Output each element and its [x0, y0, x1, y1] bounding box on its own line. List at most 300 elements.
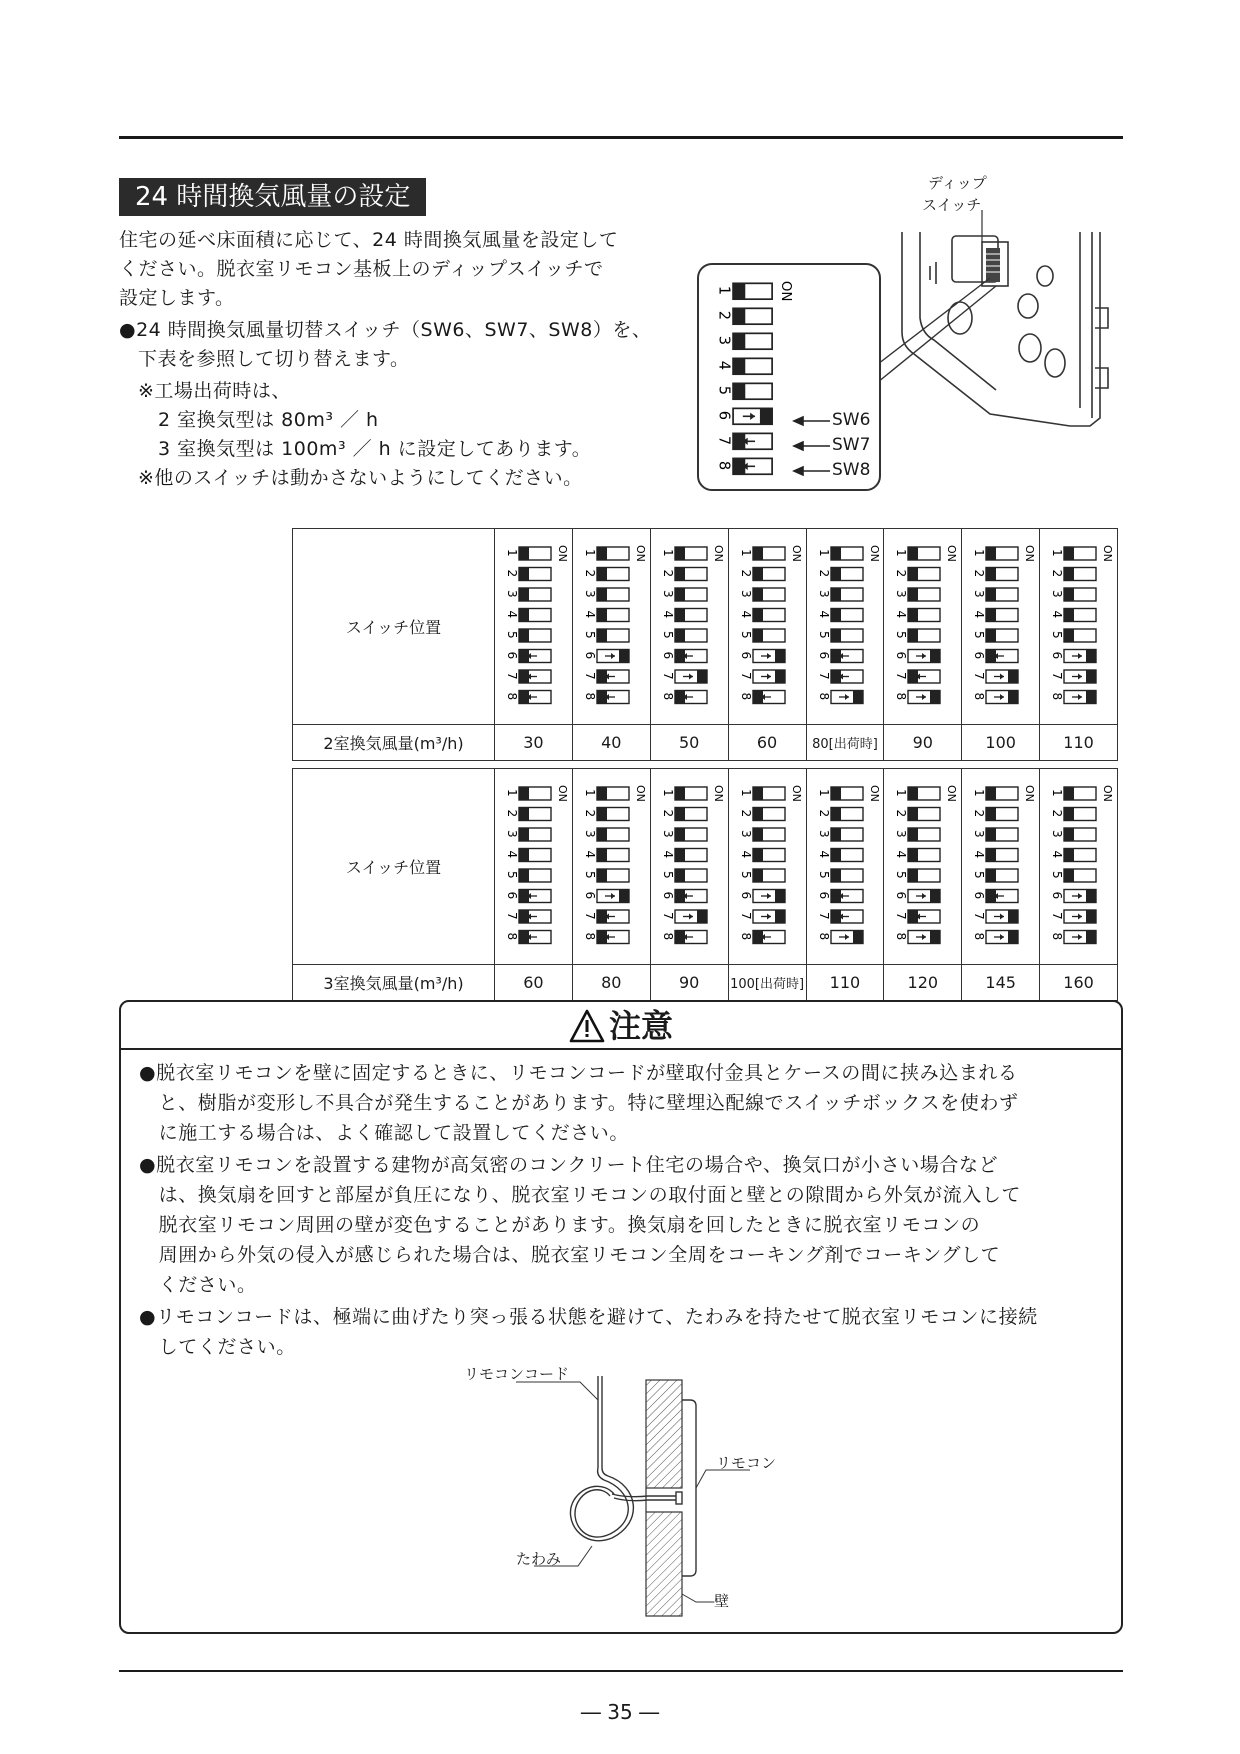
top-rule	[119, 136, 1123, 139]
switch-knob	[1064, 787, 1074, 800]
switch-number: 3	[894, 829, 909, 838]
switch-number: 4	[582, 850, 597, 858]
switch-number: 7	[894, 671, 909, 680]
switch-number: 7	[505, 911, 519, 920]
switch-number: 5	[972, 870, 987, 879]
airflow-value: 90	[884, 725, 962, 761]
switch-number: 6	[1050, 651, 1065, 659]
switch-knob	[1008, 690, 1018, 703]
dip-cell	[572, 769, 650, 965]
switch-knob	[760, 408, 772, 424]
dip-switch	[582, 541, 647, 713]
switch-number: 4	[505, 850, 519, 858]
switch-knob	[986, 807, 996, 820]
switch-number: 3	[738, 589, 753, 598]
caution-line-3: に施工する場合は、よく確認して設置してください。	[139, 1122, 630, 1144]
switch-knob	[986, 869, 996, 882]
switch-number: 6	[738, 651, 753, 659]
on-label: ON	[711, 544, 725, 562]
switch-number: 1	[505, 548, 519, 557]
switch-knob	[597, 848, 607, 861]
intro-line-5: 下表を参照して切り替えます。	[138, 348, 410, 370]
dip-cell	[1040, 769, 1118, 965]
dip-graphic	[894, 785, 958, 944]
switch-number: 5	[582, 630, 597, 639]
switch-number: 4	[582, 610, 597, 618]
switch-knob	[753, 567, 763, 580]
dip-cell	[650, 529, 728, 725]
switch-knob	[597, 807, 607, 820]
intro-line-3: 設定します。	[119, 287, 235, 309]
dip-graphic	[894, 545, 958, 704]
switch-knob	[519, 588, 529, 601]
switch-number: 1	[660, 548, 675, 557]
switch-number: 8	[972, 932, 987, 940]
caution-line-8: ください。	[139, 1274, 257, 1296]
caution-line-9: ●リモコンコードは、極端に曲げたり突っ張る状態を避けて、たわみを持たせて脱衣室リモコンに接続	[139, 1306, 1038, 1328]
switch-knob	[1086, 670, 1096, 683]
switch-knob	[597, 547, 607, 560]
switch-number: 1	[738, 548, 753, 557]
dip-graphic	[739, 785, 803, 944]
page-number: ― 35 ―	[580, 1700, 660, 1724]
dip-graphic	[1050, 785, 1114, 944]
caution-line-7: 周囲から外気の侵入が感じられた場合は、脱衣室リモコン全周をコーキング剤でコーキングして	[139, 1244, 1001, 1266]
switch-knob	[1008, 910, 1018, 923]
switch-knob	[753, 807, 763, 820]
switch-number: 7	[715, 435, 733, 446]
airflow-header: 3室換気風量(m³/h)	[293, 965, 495, 1001]
switch-number: 4	[505, 610, 519, 618]
on-label: ON	[867, 784, 881, 802]
switch-knob	[597, 567, 607, 580]
switch-number: 8	[816, 932, 831, 940]
switch-number: 7	[738, 911, 753, 920]
switch-knob	[1008, 670, 1018, 683]
switch-knob	[853, 930, 863, 943]
switch-number: 2	[505, 809, 519, 817]
switch-knob	[675, 807, 685, 820]
switch-number: 4	[738, 610, 753, 618]
switch-knob	[831, 608, 841, 621]
switch-knob	[1086, 889, 1096, 902]
switch-number: 4	[894, 850, 909, 858]
switch-knob	[675, 588, 685, 601]
switch-knob	[619, 889, 629, 902]
remote-label: リモコン	[716, 1454, 777, 1472]
switch-knob	[753, 547, 763, 560]
switch-knob	[1008, 930, 1018, 943]
switch-knob	[908, 848, 918, 861]
switch-number: 3	[1050, 589, 1065, 598]
switch-knob	[519, 787, 529, 800]
switch-number: 6	[738, 891, 753, 899]
switch-number: 2	[582, 569, 597, 577]
sw-arrows	[794, 410, 834, 480]
switch-number: 2	[715, 310, 733, 321]
switch-number: 4	[1050, 850, 1065, 858]
switch-knob	[519, 629, 529, 642]
on-label: ON	[789, 784, 803, 802]
switch-number: 2	[894, 809, 909, 817]
switch-knob	[519, 828, 529, 841]
remote-cord-installation-figure	[500, 1370, 800, 1620]
intro-line-1: 住宅の延べ床面積に応じて、24 時間換気風量を設定して	[119, 229, 619, 251]
switch-knob	[908, 828, 918, 841]
switch-knob	[1064, 629, 1074, 642]
switch-knob	[675, 869, 685, 882]
switch-number: 4	[972, 610, 987, 618]
switch-knob	[775, 910, 785, 923]
switch-number: 6	[894, 891, 909, 899]
switch-knob	[1086, 930, 1096, 943]
switch-number: 4	[894, 610, 909, 618]
switch-number: 2	[660, 809, 675, 817]
sw7-label: SW7	[832, 435, 871, 455]
dip-cell	[962, 769, 1040, 965]
switch-number: 7	[1050, 911, 1065, 920]
switch-number: 8	[738, 692, 753, 700]
switch-number: 3	[1050, 829, 1065, 838]
bottom-rule	[119, 1670, 1123, 1672]
switch-number: 2	[1050, 809, 1065, 817]
switch-knob	[775, 649, 785, 662]
switch-number: 6	[894, 651, 909, 659]
switch-number: 3	[894, 589, 909, 598]
dip-cell	[806, 769, 884, 965]
switch-number: 8	[894, 932, 909, 940]
switch-number: 5	[894, 870, 909, 879]
dip-graphic	[505, 785, 569, 944]
switch-number: 5	[816, 870, 831, 879]
switch-knob	[697, 910, 707, 923]
dip-cell	[884, 769, 962, 965]
switch-number: 6	[505, 651, 519, 659]
cord-label: リモコンコード	[464, 1365, 570, 1383]
warning-triangle-icon	[569, 1009, 605, 1043]
airflow-row	[293, 725, 1118, 761]
switch-number: 1	[894, 548, 909, 557]
dip-switch	[1050, 781, 1115, 953]
switch-number: 3	[816, 589, 831, 598]
switch-number: 6	[816, 891, 831, 899]
switch-number: 1	[738, 788, 753, 797]
switch-knob	[675, 629, 685, 642]
switch-knob	[831, 807, 841, 820]
caution-line-6: 脱衣室リモコン周囲の壁が変色することがあります。換気扇を回したときに脱衣室リモコンの	[139, 1214, 981, 1236]
switch-knob	[1086, 910, 1096, 923]
switch-knob	[675, 567, 685, 580]
switch-number: 7	[816, 671, 831, 680]
dip-switch	[660, 781, 725, 953]
slack-label: たわみ	[516, 1550, 562, 1568]
on-label: ON	[1101, 784, 1115, 802]
switch-knob	[986, 588, 996, 601]
switch-number: 5	[1050, 870, 1065, 879]
switch-number: 3	[505, 829, 519, 838]
switch-number: 5	[1050, 630, 1065, 639]
switch-knob	[986, 787, 996, 800]
switch-number: 5	[660, 870, 675, 879]
switch-number: 1	[972, 548, 987, 557]
dip-switch	[894, 541, 959, 713]
switch-knob	[831, 787, 841, 800]
switch-knob	[930, 889, 940, 902]
switch-knob	[697, 670, 707, 683]
remote-board-drawing	[902, 232, 1108, 426]
airflow-value: 80[出荷時]	[806, 725, 884, 761]
dip-cell	[728, 769, 806, 965]
dip-graphic	[817, 545, 881, 704]
airflow-header: 2室換気風量(m³/h)	[293, 725, 495, 761]
dip-graphic	[661, 785, 725, 944]
switch-number: 1	[816, 548, 831, 557]
two-room-setting-table	[292, 528, 1118, 761]
airflow-value: 40	[572, 725, 650, 761]
switch-number: 4	[660, 610, 675, 618]
switch-knob	[619, 649, 629, 662]
switch-knob	[908, 567, 918, 580]
switch-number: 6	[1050, 891, 1065, 899]
airflow-value: 100[出荷時]	[728, 965, 806, 1001]
caution-header	[121, 1002, 1121, 1050]
switch-knob	[986, 567, 996, 580]
switch-knob	[831, 629, 841, 642]
switch-knob	[986, 608, 996, 621]
switch-knob	[831, 547, 841, 560]
switch-number: 7	[894, 911, 909, 920]
switch-knob	[753, 608, 763, 621]
switch-number: 1	[582, 548, 597, 557]
dip-cell	[1040, 529, 1118, 725]
on-label: ON	[556, 544, 569, 562]
switch-number: 5	[505, 870, 519, 879]
on-label: ON	[633, 784, 647, 802]
switch-knob	[733, 333, 745, 349]
switch-number: 2	[1050, 569, 1065, 577]
switch-knob	[908, 608, 918, 621]
switch-knob	[930, 930, 940, 943]
airflow-value: 60	[728, 725, 806, 761]
switch-knob	[675, 828, 685, 841]
switch-knob	[908, 547, 918, 560]
switch-number: 1	[1050, 788, 1065, 797]
dip-cell	[495, 529, 573, 725]
switch-number: 1	[816, 788, 831, 797]
on-label: ON	[777, 280, 793, 302]
switch-knob	[1086, 649, 1096, 662]
switch-knob	[1064, 828, 1074, 841]
dip-switch	[505, 541, 569, 713]
airflow-row	[293, 965, 1118, 1001]
caution-line-5: は、換気扇を回すと部屋が負圧になり、脱衣室リモコンの取付面と壁との隙間から外気が流入して	[139, 1184, 1022, 1206]
switch-number: 7	[582, 911, 597, 920]
switch-number: 4	[816, 850, 831, 858]
switch-number: 6	[816, 651, 831, 659]
switch-knob	[597, 608, 607, 621]
dip-graphic	[972, 785, 1036, 944]
switch-knob	[519, 807, 529, 820]
switch-number: 3	[715, 335, 733, 346]
switch-knob	[519, 848, 529, 861]
switch-number: 8	[582, 692, 597, 700]
on-label: ON	[789, 544, 803, 562]
switch-number: 6	[505, 891, 519, 899]
switch-number: 3	[582, 829, 597, 838]
switch-number: 2	[816, 809, 831, 817]
switch-knob	[1064, 869, 1074, 882]
switch-number: 5	[738, 870, 753, 879]
on-label: ON	[633, 544, 647, 562]
switch-number: 4	[816, 610, 831, 618]
switch-knob	[675, 848, 685, 861]
switch-number: 2	[505, 569, 519, 577]
switch-number: 6	[660, 651, 675, 659]
intro-note-2: ※他のスイッチは動かさないようにしてください。	[138, 467, 583, 489]
switch-number: 1	[894, 788, 909, 797]
switch-position-header: スイッチ位置	[293, 529, 495, 725]
dip-switch-label-2: スイッチ	[922, 196, 982, 214]
switch-knob	[930, 649, 940, 662]
switch-knob	[675, 787, 685, 800]
switch-knob	[597, 787, 607, 800]
switch-number: 4	[972, 850, 987, 858]
airflow-value: 110	[806, 965, 884, 1001]
dip-graphic	[972, 545, 1036, 704]
switch-number: 7	[505, 671, 519, 680]
switch-number: 4	[715, 360, 733, 371]
switch-number: 3	[505, 589, 519, 598]
dip-graphic	[739, 545, 803, 704]
switch-number: 5	[660, 630, 675, 639]
caution-line-2: と、樹脂が変形し不具合が発生することがあります。特に壁埋込配線でスイッチボックスを使わず	[139, 1092, 1019, 1114]
sw6-label: SW6	[832, 410, 871, 430]
intro-bullet-1: ●24 時間換気風量切替スイッチ（SW6、SW7、SW8）を、	[119, 319, 652, 341]
switch-knob	[733, 358, 745, 374]
airflow-value: 110	[1040, 725, 1118, 761]
airflow-value: 50	[650, 725, 728, 761]
wall-label: 壁	[714, 1592, 730, 1610]
dip-switch	[1050, 541, 1115, 713]
switch-number: 3	[660, 829, 675, 838]
switch-knob	[831, 567, 841, 580]
switch-number: 5	[715, 385, 733, 396]
intro-line-8: 3 室換気型は 100m³ ／ h に設定してあります。	[158, 438, 592, 460]
switch-number: 3	[972, 589, 987, 598]
intro-line-7: 2 室換気型は 80m³ ／ h	[158, 409, 379, 431]
airflow-value: 30	[495, 725, 573, 761]
on-label: ON	[945, 544, 959, 562]
dip-switch	[894, 781, 959, 953]
switch-position-header: スイッチ位置	[293, 769, 495, 965]
switch-number: 5	[894, 630, 909, 639]
dip-graphic	[817, 785, 881, 944]
switch-number: 6	[972, 891, 987, 899]
switch-number: 3	[816, 829, 831, 838]
switch-number: 5	[582, 870, 597, 879]
dip-cell	[650, 769, 728, 965]
switch-knob	[753, 848, 763, 861]
sw8-label: SW8	[832, 460, 871, 480]
switch-number: 8	[1050, 692, 1065, 700]
switch-position-row	[293, 529, 1118, 725]
dip-graphic	[583, 545, 647, 704]
switch-knob	[986, 629, 996, 642]
switch-knob	[1064, 608, 1074, 621]
caution-title: 注意	[608, 1007, 673, 1045]
dip-switch	[972, 781, 1037, 953]
switch-knob	[597, 629, 607, 642]
dip-switch	[738, 781, 803, 953]
switch-knob	[675, 547, 685, 560]
intro-line-2: ください。脱衣室リモコン基板上のディップスイッチで	[119, 258, 604, 280]
switch-number: 8	[660, 932, 675, 940]
switch-knob	[733, 383, 745, 399]
switch-number: 8	[715, 460, 733, 471]
switch-number: 1	[582, 788, 597, 797]
dip-switch-large	[716, 276, 796, 488]
switch-number: 1	[505, 788, 519, 797]
dip-switch	[660, 541, 725, 713]
switch-number: 6	[715, 410, 733, 421]
airflow-value: 100	[962, 725, 1040, 761]
switch-knob	[908, 629, 918, 642]
switch-knob	[597, 828, 607, 841]
switch-number: 6	[582, 651, 597, 659]
switch-number: 8	[738, 932, 753, 940]
switch-knob	[1064, 807, 1074, 820]
switch-position-row	[293, 769, 1118, 965]
switch-number: 6	[660, 891, 675, 899]
switch-number: 3	[972, 829, 987, 838]
on-label: ON	[945, 784, 959, 802]
switch-knob	[831, 828, 841, 841]
dip-graphic	[505, 545, 569, 704]
dip-switch	[738, 541, 803, 713]
switch-number: 2	[972, 569, 987, 577]
switch-number: 8	[972, 692, 987, 700]
switch-number: 2	[816, 569, 831, 577]
dip-switch	[816, 541, 881, 713]
switch-number: 7	[738, 671, 753, 680]
switch-number: 3	[660, 589, 675, 598]
switch-knob	[519, 869, 529, 882]
switch-number: 1	[715, 285, 733, 296]
switch-number: 3	[738, 829, 753, 838]
switch-number: 4	[738, 850, 753, 858]
switch-number: 6	[582, 891, 597, 899]
switch-knob	[908, 787, 918, 800]
switch-knob	[831, 588, 841, 601]
switch-number: 2	[738, 569, 753, 577]
switch-knob	[775, 670, 785, 683]
switch-number: 7	[1050, 671, 1065, 680]
switch-number: 2	[738, 809, 753, 817]
switch-number: 8	[505, 692, 519, 700]
three-room-setting-table	[292, 768, 1118, 1001]
dip-switch-label-1: ディップ	[928, 174, 987, 192]
switch-knob	[733, 308, 745, 324]
switch-knob	[519, 608, 529, 621]
on-label: ON	[556, 784, 569, 802]
switch-knob	[853, 690, 863, 703]
switch-number: 7	[972, 671, 987, 680]
dip-cell	[495, 769, 573, 965]
dip-switch	[582, 781, 647, 953]
switch-knob	[519, 547, 529, 560]
switch-knob	[1064, 567, 1074, 580]
dip-switch	[972, 541, 1037, 713]
